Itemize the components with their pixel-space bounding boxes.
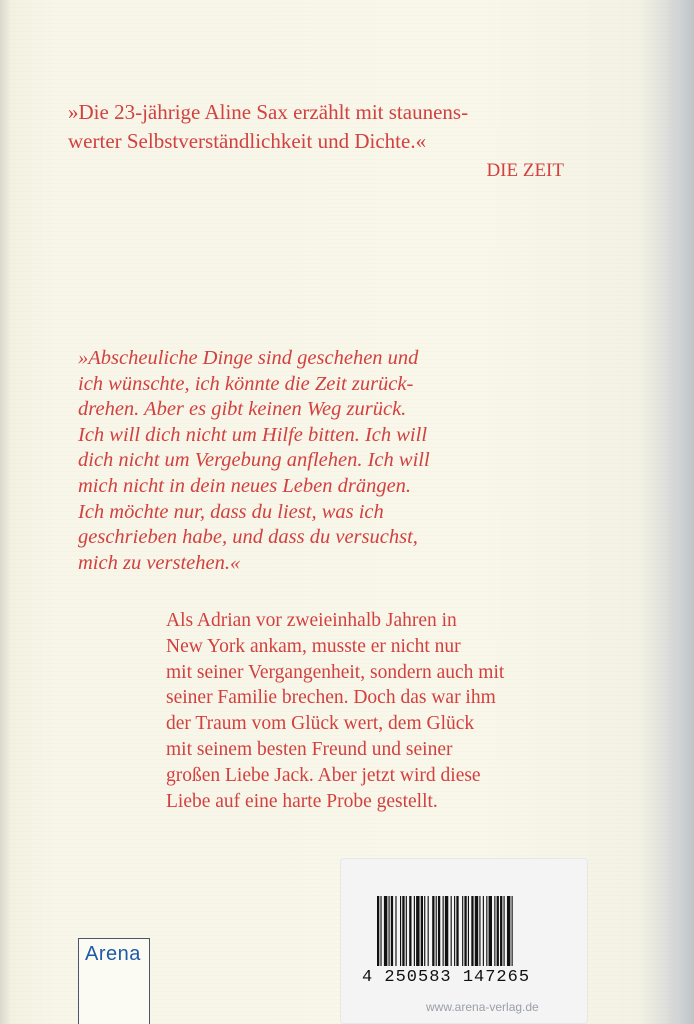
barcode-bar [468, 896, 469, 966]
barcode-bar [438, 896, 440, 966]
book-excerpt-quote [78, 346, 498, 576]
barcode-bar [454, 896, 455, 966]
blurb-line: New York ankam, musste er nicht nur [166, 635, 461, 657]
barcode-bar [504, 896, 505, 966]
barcode-icon [377, 896, 557, 970]
barcode-bar [391, 896, 393, 966]
excerpt-line: dich nicht um Vergebung anflehen. Ich will [78, 449, 430, 472]
barcode-bar [400, 896, 401, 966]
barcode-bar [479, 896, 480, 966]
barcode-bar [475, 896, 478, 966]
barcode-bar [462, 896, 463, 966]
barcode-bar [464, 896, 466, 966]
barcode-bar [486, 896, 487, 966]
barcode-bar [421, 896, 423, 966]
barcode-bar [497, 896, 499, 966]
blurb-line: mit seiner Vergangenheit, sondern auch mit [166, 661, 505, 683]
barcode-bar [494, 896, 495, 966]
barcode-bar [512, 896, 513, 966]
barcode-bar [384, 896, 387, 966]
barcode-bar [432, 896, 434, 966]
publisher-logo-text: Arena [85, 943, 141, 965]
cover-right-edge [666, 0, 694, 1024]
barcode-bar [380, 896, 381, 966]
book-blurb [166, 608, 586, 814]
barcode-bar [489, 896, 492, 966]
barcode-bar [500, 896, 502, 966]
blurb-line: seiner Familie brechen. Doch das war ihm [166, 687, 496, 709]
barcode-bar [443, 896, 444, 966]
publisher-website: www.arena-verlag.de [426, 1000, 539, 1014]
barcode-digits: 4 250583 147265 [362, 968, 531, 987]
excerpt-line: Ich möchte nur, dass du liest, was ich [78, 500, 384, 523]
excerpt-line: ich wünschte, ich könnte die Zeit zurück- [78, 372, 414, 395]
barcode-bar [409, 896, 411, 966]
barcode-bar [471, 896, 473, 966]
barcode-bar [416, 896, 419, 966]
excerpt-line: Ich will dich nicht um Hilfe bitten. Ich will [78, 423, 428, 446]
barcode-bar [428, 896, 429, 966]
barcode-bar [424, 896, 425, 966]
review-quote-source: DIE ZEIT [486, 160, 564, 181]
blurb-line: großen Liebe Jack. Aber jetzt wird diese [166, 764, 481, 786]
barcode-bar [456, 896, 458, 966]
barcode-bar [402, 896, 404, 966]
blurb-line: Als Adrian vor zweieinhalb Jahren in [166, 610, 457, 631]
barcode-bar [436, 896, 437, 966]
review-quote-line: »Die 23-jährige Aline Sax erzählt mit staunens- [68, 100, 469, 124]
barcode-bar [395, 896, 396, 966]
barcode-bar [483, 896, 484, 966]
excerpt-line: mich nicht in dein neues Leben drängen. [78, 474, 412, 497]
barcode-bar [389, 896, 390, 966]
excerpt-line: geschrieben habe, und dass du versuchst, [78, 526, 418, 549]
excerpt-line: mich zu verstehen.« [78, 551, 241, 574]
blurb-line: Liebe auf eine harte Probe gestellt. [166, 790, 438, 812]
review-quote [68, 98, 568, 185]
review-quote-line: werter Selbstverständlichkeit und Dichte.« [68, 129, 427, 153]
blurb-line: der Traum vom Glück wert, dem Glück [166, 713, 475, 735]
barcode-bar [377, 896, 379, 966]
barcode-bar [445, 896, 448, 966]
barcode-bar [414, 896, 415, 966]
barcode-bar [406, 896, 407, 966]
blurb-line: mit seinem besten Freund und seiner [166, 738, 453, 760]
barcode-bar [507, 896, 510, 966]
excerpt-line: drehen. Aber es gibt keinen Weg zurück. [78, 398, 407, 421]
cover-left-edge [0, 0, 10, 1024]
barcode-bar [451, 896, 452, 966]
publisher-logo [78, 938, 150, 1024]
excerpt-line: »Abscheuliche Dinge sind geschehen und [78, 347, 419, 369]
